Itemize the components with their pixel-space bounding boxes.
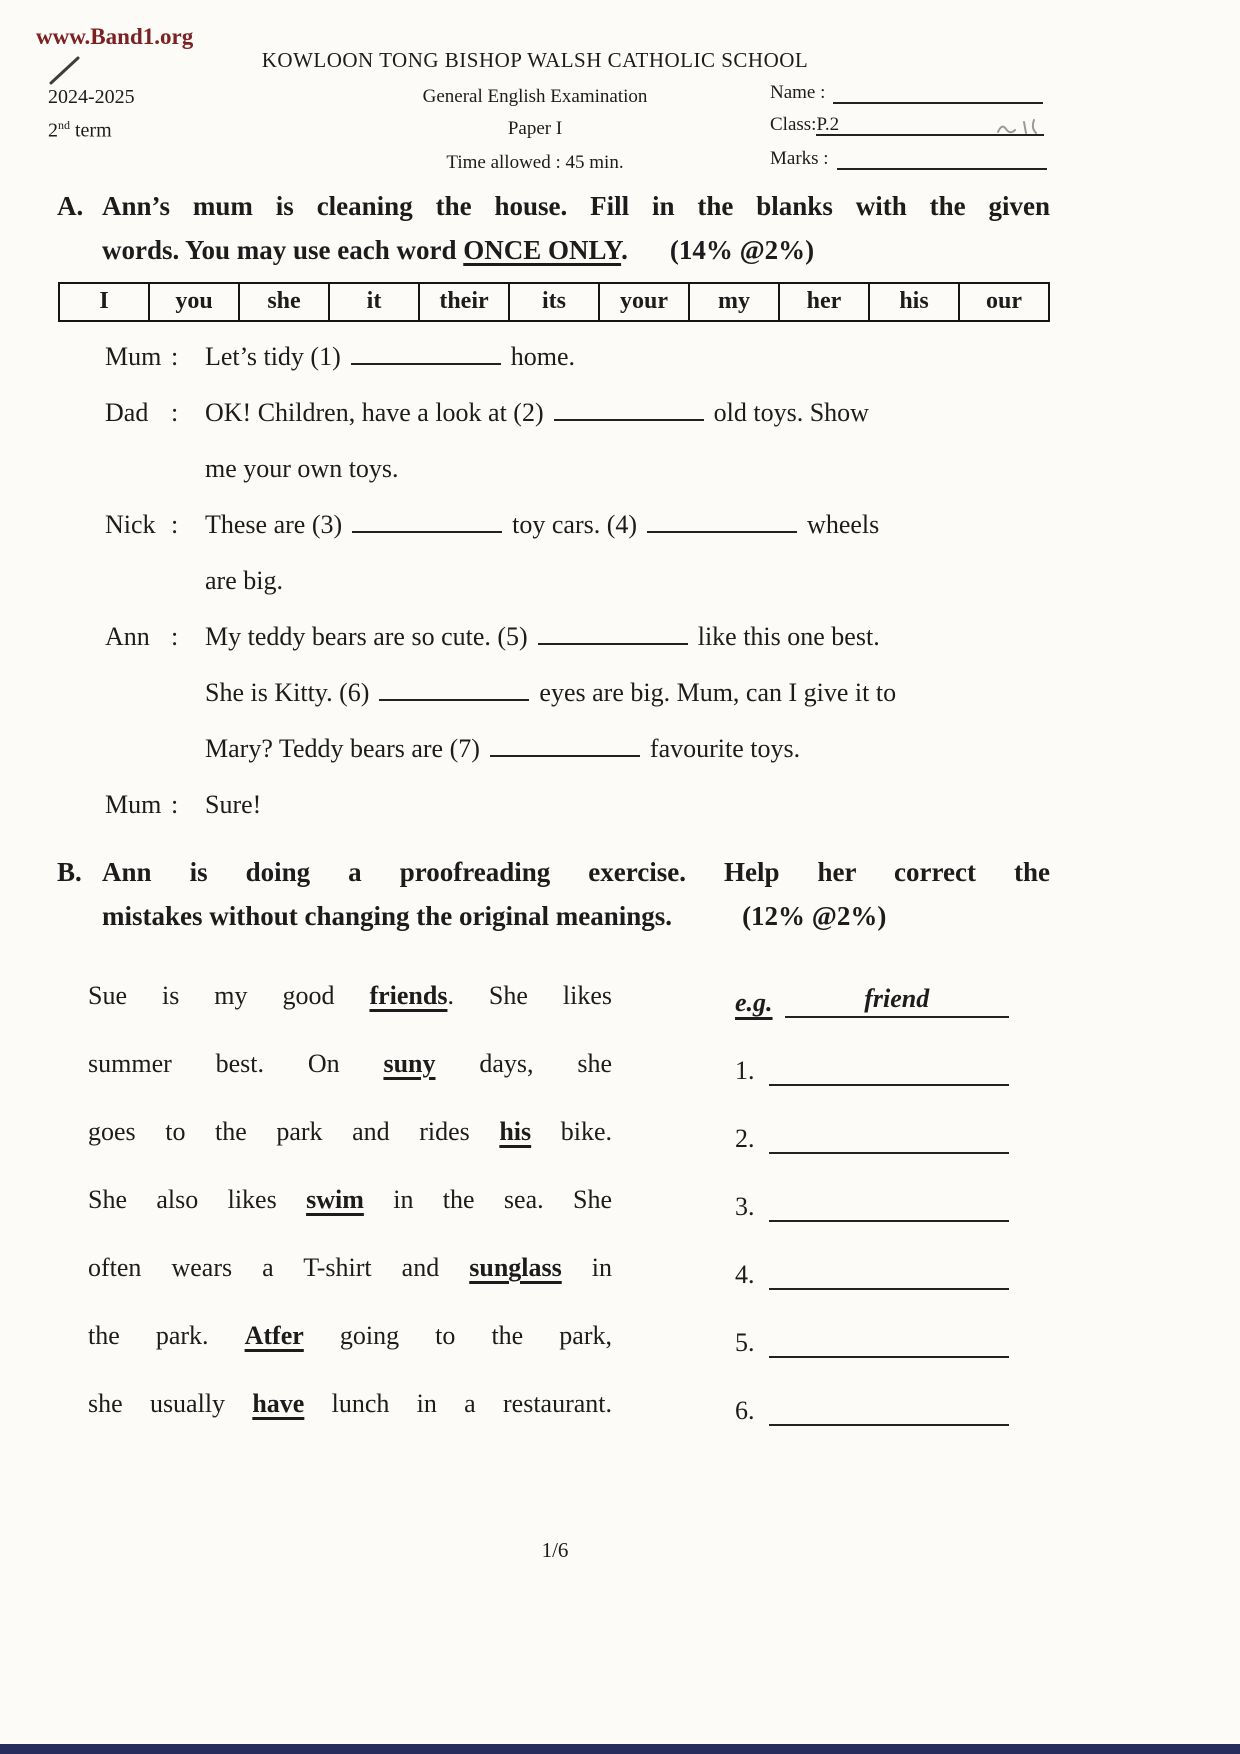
speaker-name: Mum [105, 342, 162, 371]
section-a-line2-post: . [621, 235, 628, 265]
example-label: e.g. [735, 988, 773, 1017]
section-b-marks: (12% @2%) [742, 901, 887, 931]
answer-blank-3 [769, 1218, 1010, 1222]
answer-number: 3. [735, 1192, 755, 1221]
answer-row-2 [735, 1098, 1009, 1166]
marks-field [770, 148, 1047, 170]
fill-blank-6 [379, 679, 529, 701]
dialogue-text [205, 398, 869, 428]
term-ordinal: nd [58, 118, 70, 132]
fill-blank-2 [554, 399, 704, 421]
dialogue-line-dad-cont [105, 454, 1195, 510]
answer-number: 6. [735, 1396, 755, 1425]
speaker-name: Mum [105, 790, 162, 819]
section-a-line2-pre: words. You may use each word [102, 235, 464, 265]
speaker-name: Ann [105, 622, 150, 651]
answer-number: 2. [735, 1124, 755, 1153]
passage-text: bike. [531, 1117, 612, 1146]
error-word-suny: suny [383, 1049, 436, 1078]
passage-text: going to the park, [303, 1321, 612, 1350]
word-bank-cell: you [148, 284, 238, 320]
dialogue-text [205, 734, 800, 764]
section-a-instructions-line2 [102, 228, 1050, 272]
word-bank-cell: its [508, 284, 598, 320]
answer-row-6 [735, 1370, 1009, 1438]
passage-text: She also likes [88, 1185, 307, 1214]
word-bank-cell: their [418, 284, 508, 320]
section-b-instructions-line1: Ann is doing a proofreading exercise. Help her correct the [102, 857, 1050, 887]
school-year: 2024-2025 [48, 86, 135, 108]
dialogue-line-mum-2 [105, 790, 1195, 846]
dialogue-text: me your own toys. [205, 454, 399, 483]
dialogue-line-ann-cont-2 [105, 734, 1195, 790]
answer-blank-4 [769, 1286, 1010, 1290]
passage-text: often wears a T-shirt and [88, 1253, 470, 1282]
error-word-atfer: Atfer [244, 1321, 304, 1350]
dialogue-text: Sure! [205, 790, 262, 819]
watermark-text: www.Band1.org [36, 24, 194, 49]
dialogue-text-post: favourite toys. [649, 734, 801, 763]
section-a-instructions-line1: Ann’s mum is cleaning the house. Fill in the blanks with the given [102, 191, 1050, 221]
class-field [770, 114, 1044, 136]
class-value: P.2 [816, 114, 840, 135]
answer-column [735, 962, 1009, 1438]
proofreading-passage [88, 962, 612, 1438]
answer-blank-6 [769, 1422, 1010, 1426]
error-word-friends: friends [369, 981, 448, 1010]
dialogue-text [205, 510, 879, 540]
fill-blank-7 [490, 735, 640, 757]
speaker-name: Dad [105, 398, 149, 427]
fill-blank-1 [351, 343, 501, 365]
dialogue-text-pre: OK! Children, have a look at (2) [205, 398, 544, 427]
example-answer-line: friend [785, 984, 1009, 1018]
name-label: Name : [770, 82, 826, 103]
section-a-marks: (14% @2%) [669, 235, 815, 265]
scan-edge-bar [0, 1744, 1240, 1754]
passage-text: in the sea. She [363, 1185, 612, 1214]
answer-blank-2 [769, 1150, 1010, 1154]
section-a-instructions [102, 184, 1050, 272]
term-word: term [70, 119, 112, 142]
dialogue-text-pre: She is Kitty. (6) [205, 678, 370, 707]
dialogue-line-nick [105, 510, 1195, 566]
dialogue-text-pre: Let’s tidy (1) [205, 342, 341, 371]
word-bank-cell: his [868, 284, 958, 320]
exam-title: General English Examination [422, 86, 648, 107]
class-blank-line [816, 114, 1044, 136]
pencil-scribble-mark [994, 116, 1042, 138]
passage-line [88, 1166, 612, 1234]
section-b-line2-text: mistakes without changing the original meanings. [102, 901, 673, 931]
answer-blank-5 [769, 1354, 1010, 1358]
word-bank-cell: her [778, 284, 868, 320]
answer-number: 4. [735, 1260, 755, 1289]
paper-label: Paper I [507, 118, 563, 139]
passage-line [88, 962, 612, 1030]
passage-text: she usually [88, 1389, 253, 1418]
speaker-colon: : [171, 790, 179, 819]
passage-text: goes to the park and rides [88, 1117, 500, 1146]
speaker-colon: : [171, 342, 179, 371]
passage-text: . She likes [447, 981, 612, 1010]
dialogue-line-ann [105, 622, 1195, 678]
word-bank-cell: I [99, 288, 109, 314]
passage-text: summer best. On [88, 1049, 384, 1078]
passage-line [88, 1234, 612, 1302]
dialogue-text: are big. [205, 566, 283, 595]
answer-blank-1 [769, 1082, 1010, 1086]
name-field [770, 82, 1043, 104]
marks-blank-line [837, 152, 1047, 170]
passage-line [88, 1098, 612, 1166]
speaker-colon: : [171, 398, 179, 427]
speaker-colon: : [171, 510, 179, 539]
dialogue-text-mid: toy cars. (4) [512, 510, 638, 539]
dialogue-text [205, 342, 575, 372]
dialogue-text-pre: Mary? Teddy bears are (7) [205, 734, 480, 763]
speaker-name: Nick [105, 510, 156, 539]
dialogue-text [205, 678, 896, 708]
word-bank-cell: your [598, 284, 688, 320]
dialogue-text-post: wheels [807, 510, 880, 539]
example-answer-row [735, 962, 1009, 1030]
dialogue-line-dad [105, 398, 1195, 454]
dialogue-exercise [105, 342, 1195, 846]
term-label [48, 118, 112, 143]
word-bank-cell: it [328, 284, 418, 320]
word-bank-cell: our [958, 284, 1048, 320]
speaker-colon: : [171, 622, 179, 651]
dialogue-text [205, 622, 880, 652]
word-bank-table [58, 282, 1050, 322]
dialogue-text-pre: My teddy bears are so cute. (5) [205, 622, 528, 651]
fill-blank-3 [352, 511, 502, 533]
dialogue-text-post: old toys. Show [713, 398, 869, 427]
dialogue-line-ann-cont-1 [105, 678, 1195, 734]
dialogue-line-nick-cont [105, 566, 1195, 622]
error-word-have: have [252, 1389, 305, 1418]
error-word-his: his [499, 1117, 532, 1146]
class-label: Class: [770, 114, 817, 135]
once-only-emphasis: ONCE ONLY [463, 235, 622, 265]
answer-number: 5. [735, 1328, 755, 1357]
passage-text: in [561, 1253, 612, 1282]
time-allowed: Time allowed : 45 min. [446, 152, 624, 173]
word-bank-cell: my [688, 284, 778, 320]
school-name: KOWLOON TONG BISHOP WALSH CATHOLIC SCHOOL [261, 48, 809, 72]
dialogue-text-post: home. [510, 342, 576, 371]
dialogue-line-mum-1 [105, 342, 1195, 398]
dialogue-text-post: eyes are big. Mum, can I give it to [539, 678, 897, 707]
passage-text: Sue is my good [88, 981, 370, 1010]
passage-text: the park. [88, 1321, 245, 1350]
section-b-instructions-line2 [102, 894, 1050, 938]
section-a-label: A. [57, 191, 84, 221]
error-word-swim: swim [306, 1185, 364, 1214]
passage-line [88, 1370, 612, 1438]
answer-number: 1. [735, 1056, 755, 1085]
section-b-instructions [102, 850, 1050, 938]
marks-label: Marks : [770, 148, 829, 169]
section-b-heading [57, 850, 1190, 938]
dialogue-text-post: like this one best. [697, 622, 880, 651]
passage-text: lunch in a restaurant. [304, 1389, 613, 1418]
page-number: 1/6 [541, 1538, 569, 1562]
passage-line [88, 1030, 612, 1098]
section-b-label: B. [57, 857, 82, 887]
passage-text: days, she [435, 1049, 612, 1078]
answer-row-4 [735, 1234, 1009, 1302]
fill-blank-4 [647, 511, 797, 533]
dialogue-text-pre: These are (3) [205, 510, 343, 539]
term-number: 2 [48, 119, 58, 142]
answer-row-3 [735, 1166, 1009, 1234]
name-blank-line [833, 86, 1043, 104]
error-word-sunglass: sunglass [469, 1253, 562, 1282]
section-a-heading [57, 184, 1190, 272]
answer-row-5 [735, 1302, 1009, 1370]
fill-blank-5 [538, 623, 688, 645]
answer-row-1 [735, 1030, 1009, 1098]
passage-line [88, 1302, 612, 1370]
word-bank-cell: she [238, 284, 328, 320]
